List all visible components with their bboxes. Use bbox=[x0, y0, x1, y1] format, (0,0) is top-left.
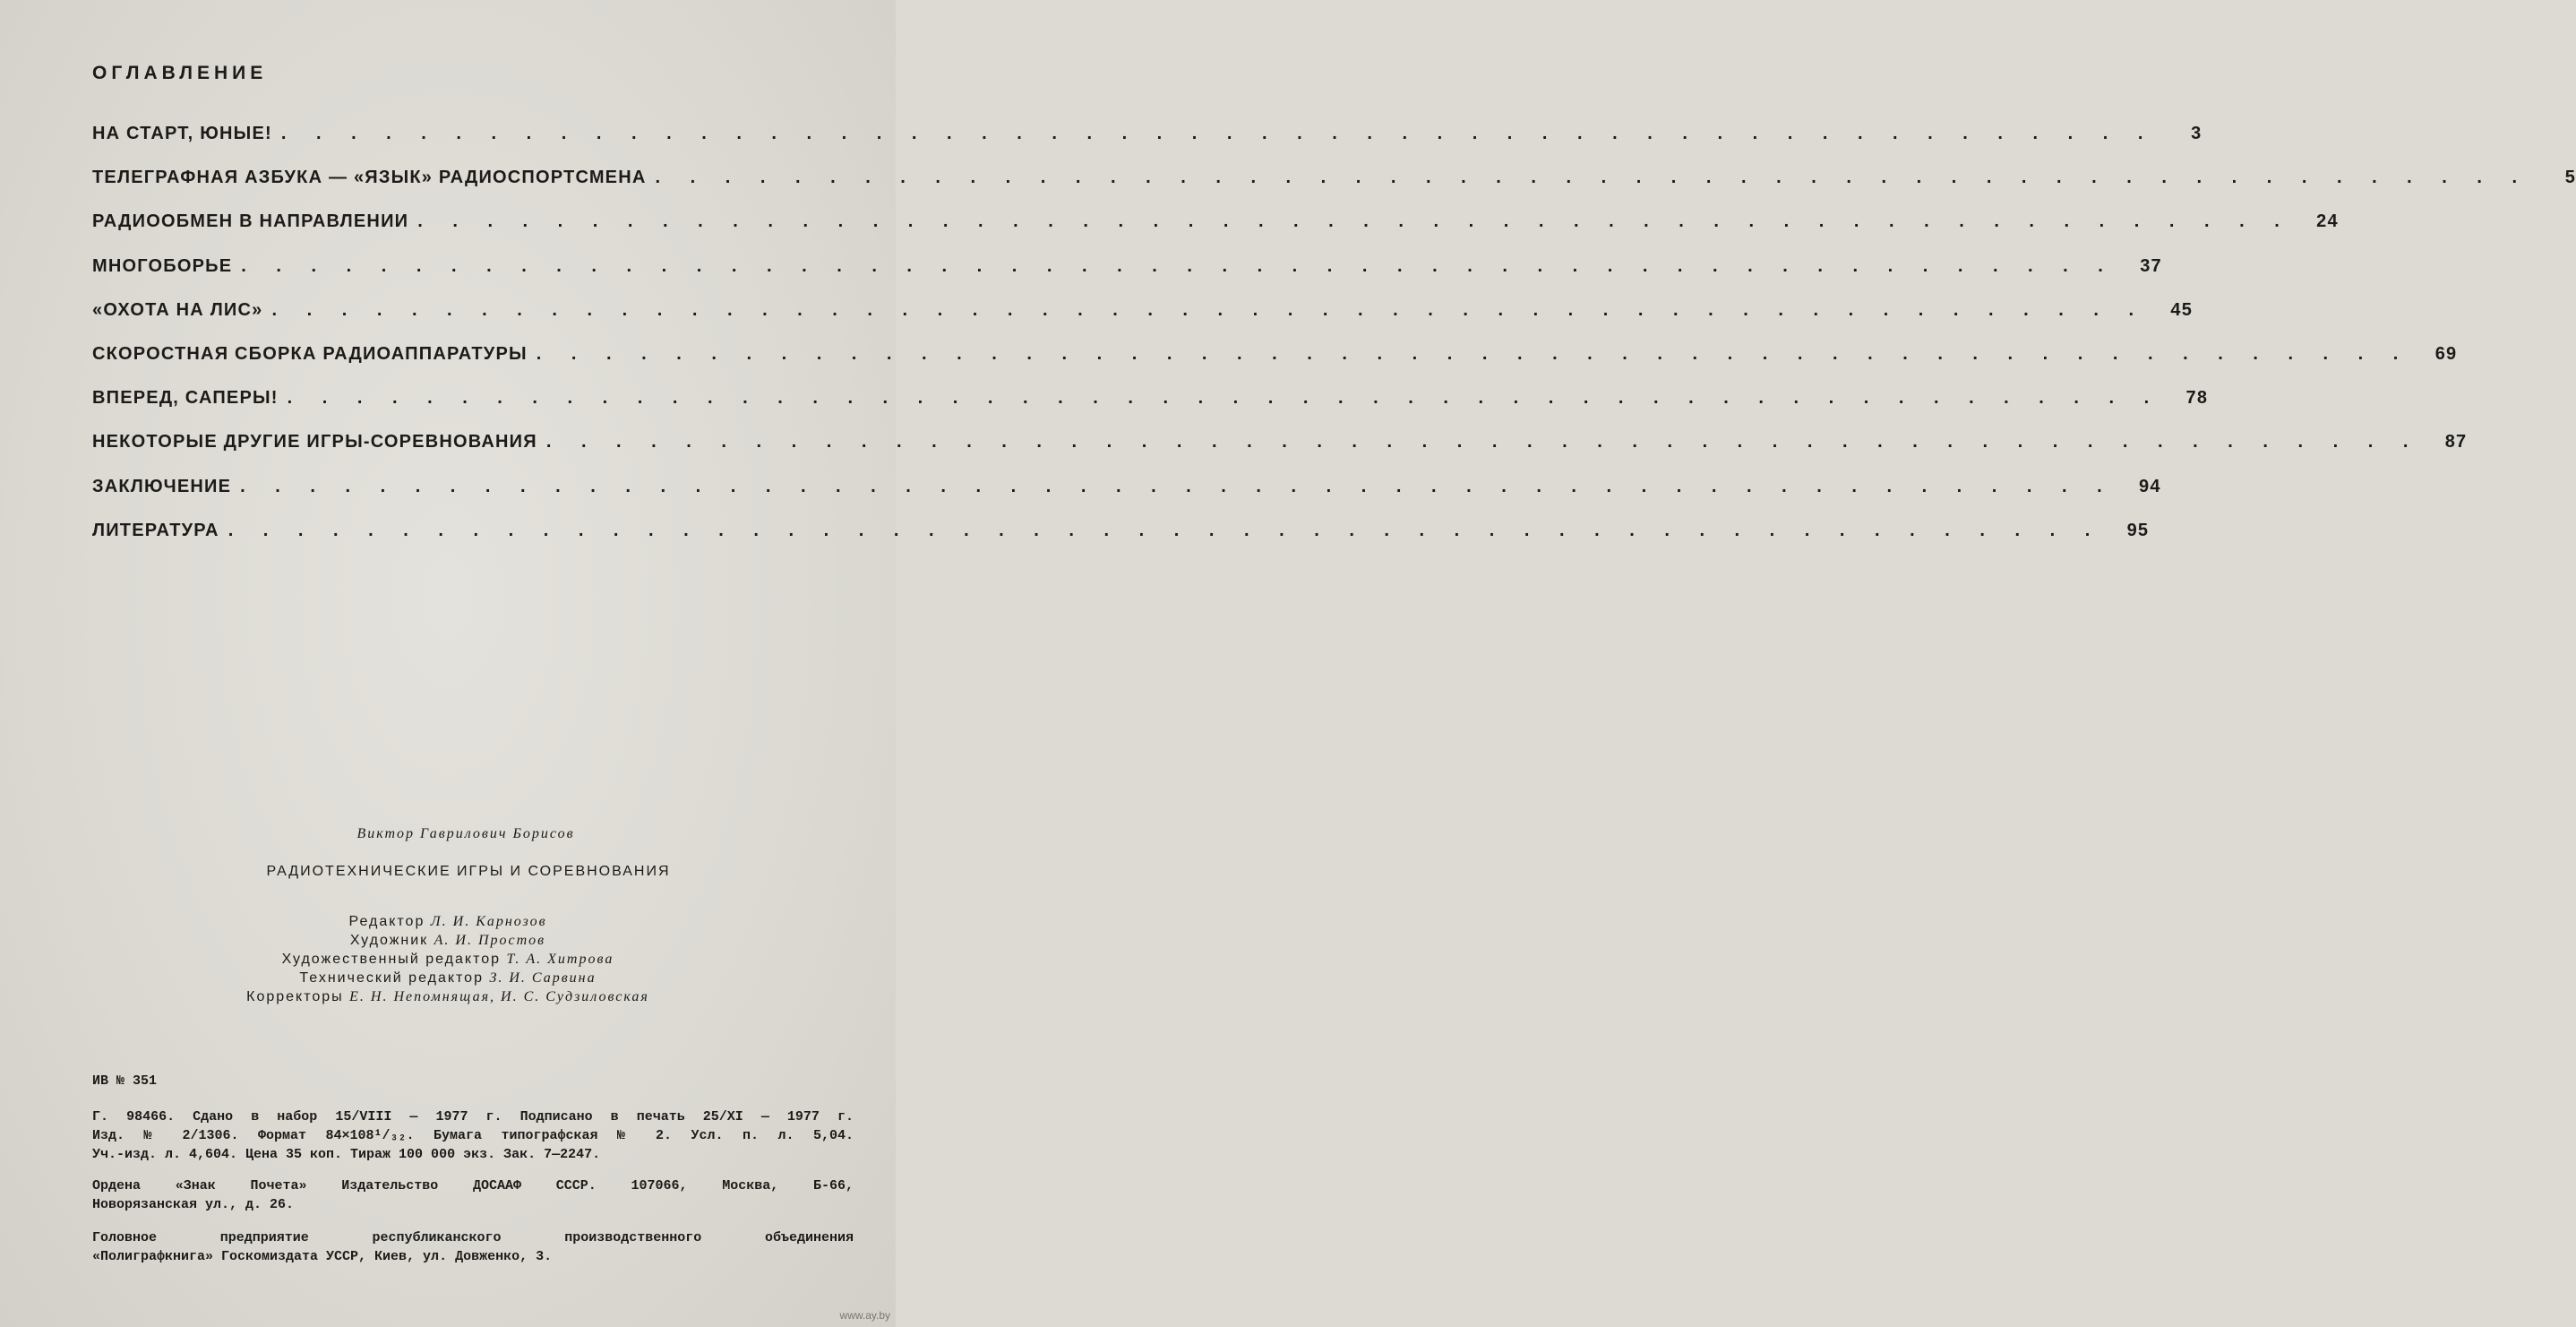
toc-entry-title: НА СТАРТ, ЮНЫЕ! bbox=[92, 124, 272, 143]
author-name: Виктор Гаврилович Борисов bbox=[356, 826, 575, 841]
toc-entry-page: 69 bbox=[2434, 343, 2458, 364]
toc-dot-leader: . . . . . . . . . . . . . . . . . . . . . . . . . . . . . . . . . . . . . . . . . . . . . . . . . . . . . . bbox=[417, 211, 2292, 232]
toc-entry-title: СКОРОСТНАЯ СБОРКА РАДИОАППАРАТУРЫ bbox=[92, 343, 528, 364]
watermark: www.ay.by bbox=[839, 1309, 890, 1322]
toc-entry-title: «ОХОТА НА ЛИС» bbox=[92, 299, 263, 320]
toc-entry-page: 45 bbox=[2170, 299, 2194, 320]
toc-entry bbox=[92, 476, 2161, 521]
book-title: РАДИОТЕХНИЧЕСКИЕ ИГРЫ И СОРЕВНОВАНИЯ bbox=[266, 864, 671, 879]
credit-line bbox=[0, 969, 896, 987]
toc-dot-leader: . . . . . . . . . . . . . . . . . . . . . . . . . . . . . . . . . . . . . . . . . . . . . . . . . . . . . . bbox=[545, 432, 2421, 452]
toc-entry bbox=[92, 255, 2162, 300]
toc-entry bbox=[92, 124, 2202, 168]
toc-entry-page: 95 bbox=[2126, 520, 2150, 540]
toc-dot-leader: . . . . . . . . . . . . . . . . . . . . . . . . . . . . . . . . . . . . . . . . . . . . . . . . . . . . . . bbox=[241, 255, 2116, 276]
ib-number: ИВ № 351 bbox=[92, 1073, 158, 1089]
toc-entry-page: 24 bbox=[2316, 211, 2339, 232]
toc-entry bbox=[92, 299, 2194, 344]
toc-entry bbox=[92, 432, 2468, 476]
toc-dot-leader: . . . . . . . . . . . . . . . . . . . . . . . . . . . . . . . . . . . . . . . . . . . . . . . . . . . . . . bbox=[240, 476, 2115, 496]
credit-names: Е. Н. Непомнящая, И. С. Судзиловская bbox=[349, 989, 649, 1004]
toc-entry-page: 5 bbox=[2564, 168, 2576, 188]
credit-line bbox=[0, 912, 896, 931]
publishing-line: Г. 98466. Сдано в набор 15/VIII — 1977 г. Подписано в печать 25/XI — 1977 г. bbox=[92, 1109, 854, 1125]
publisher-address bbox=[92, 1176, 854, 1214]
toc-entry-title: ТЕЛЕГРАФНАЯ АЗБУКА — «ЯЗЫК» РАДИОСПОРТСМЕНА bbox=[92, 168, 647, 188]
toc-entry-page: 3 bbox=[2191, 124, 2202, 143]
toc-entry-page: 37 bbox=[2140, 255, 2162, 276]
publisher-line: Ордена «Знак Почета» Издательство ДОСААФ СССР. 107066, Москва, Б-66, bbox=[92, 1178, 854, 1193]
credit-names: Т. А. Хитрова bbox=[506, 952, 614, 967]
publishing-line: Уч.-изд. л. 4,604. Цена 35 коп. Тираж 100 000 экз. Зак. 7—2247. bbox=[92, 1147, 601, 1162]
credit-line bbox=[0, 987, 896, 1006]
publishing-details bbox=[92, 1107, 854, 1164]
toc-entry-title: ЛИТЕРАТУРА bbox=[92, 520, 219, 540]
table-of-contents bbox=[92, 124, 2576, 564]
credit-names: Л. И. Карнозов bbox=[430, 914, 547, 929]
toc-entry bbox=[92, 343, 2458, 388]
toc-dot-leader: . . . . . . . . . . . . . . . . . . . . . . . . . . . . . . . . . . . . . . . . . . . . . . . . . . . . . . bbox=[271, 299, 2147, 320]
credit-line bbox=[0, 931, 896, 950]
toc-entry bbox=[92, 388, 2209, 432]
toc-entry bbox=[92, 520, 2150, 564]
credit-role: Технический редактор bbox=[299, 970, 484, 986]
toc-entry-title: РАДИООБМЕН В НАПРАВЛЕНИИ bbox=[92, 211, 409, 232]
publisher-line: Новорязанская ул., д. 26. bbox=[92, 1197, 295, 1212]
toc-entry bbox=[92, 168, 2576, 211]
toc-dot-leader: . . . . . . . . . . . . . . . . . . . . . . . . . . . . . . . . . . . . . . . . . . . . . . . . . . . . . . bbox=[280, 124, 2156, 143]
toc-entry-page: 78 bbox=[2185, 388, 2209, 409]
toc-entry-page: 87 bbox=[2444, 432, 2468, 452]
toc-entry-title: МНОГОБОРЬЕ bbox=[92, 255, 233, 276]
printer-line: «Полиграфкнига» Госкомиздата УССР, Киев, ул. Довженко, 3. bbox=[92, 1249, 553, 1264]
credit-names: З. И. Сарвина bbox=[489, 970, 597, 986]
toc-heading: ОГЛАВЛЕНИЕ bbox=[92, 63, 268, 83]
toc-entry-title: ЗАКЛЮЧЕНИЕ bbox=[92, 476, 232, 496]
toc-entry-title: НЕКОТОРЫЕ ДРУГИЕ ИГРЫ-СОРЕВНОВАНИЯ bbox=[92, 432, 537, 452]
toc-entry bbox=[92, 211, 2339, 255]
toc-dot-leader: . . . . . . . . . . . . . . . . . . . . . . . . . . . . . . . . . . . . . . . . . . . . . . . . . . . . . . bbox=[287, 388, 2162, 409]
publishing-line: Изд. № 2/1306. Формат 84×108¹/₃₂. Бумага типографская № 2. Усл. п. л. 5,04. bbox=[92, 1128, 854, 1143]
printer-address bbox=[92, 1228, 854, 1266]
credit-names: А. И. Простов bbox=[434, 933, 546, 948]
printer-line: Головное предприятие республиканского производственного объединения bbox=[92, 1230, 854, 1245]
credit-role: Художник bbox=[349, 933, 429, 948]
toc-dot-leader: . . . . . . . . . . . . . . . . . . . . . . . . . . . . . . . . . . . . . . . . . . . . . . . . . . . . . . bbox=[228, 520, 2103, 540]
credit-role: Корректоры bbox=[246, 989, 344, 1004]
toc-dot-leader: . . . . . . . . . . . . . . . . . . . . . . . . . . . . . . . . . . . . . . . . . . . . . . . . . . . . . . bbox=[536, 343, 2411, 364]
credit-line bbox=[0, 950, 896, 969]
toc-entry-page: 94 bbox=[2139, 476, 2161, 496]
credit-role: Редактор bbox=[348, 914, 425, 929]
toc-dot-leader: . . . . . . . . . . . . . . . . . . . . . . . . . . . . . . . . . . . . . . . . . . . . . . . . . . . . . . bbox=[655, 168, 2530, 188]
credit-role: Художественный редактор bbox=[281, 952, 502, 967]
credits-block bbox=[0, 912, 896, 1006]
toc-entry-title: ВПЕРЕД, САПЕРЫ! bbox=[92, 388, 279, 409]
